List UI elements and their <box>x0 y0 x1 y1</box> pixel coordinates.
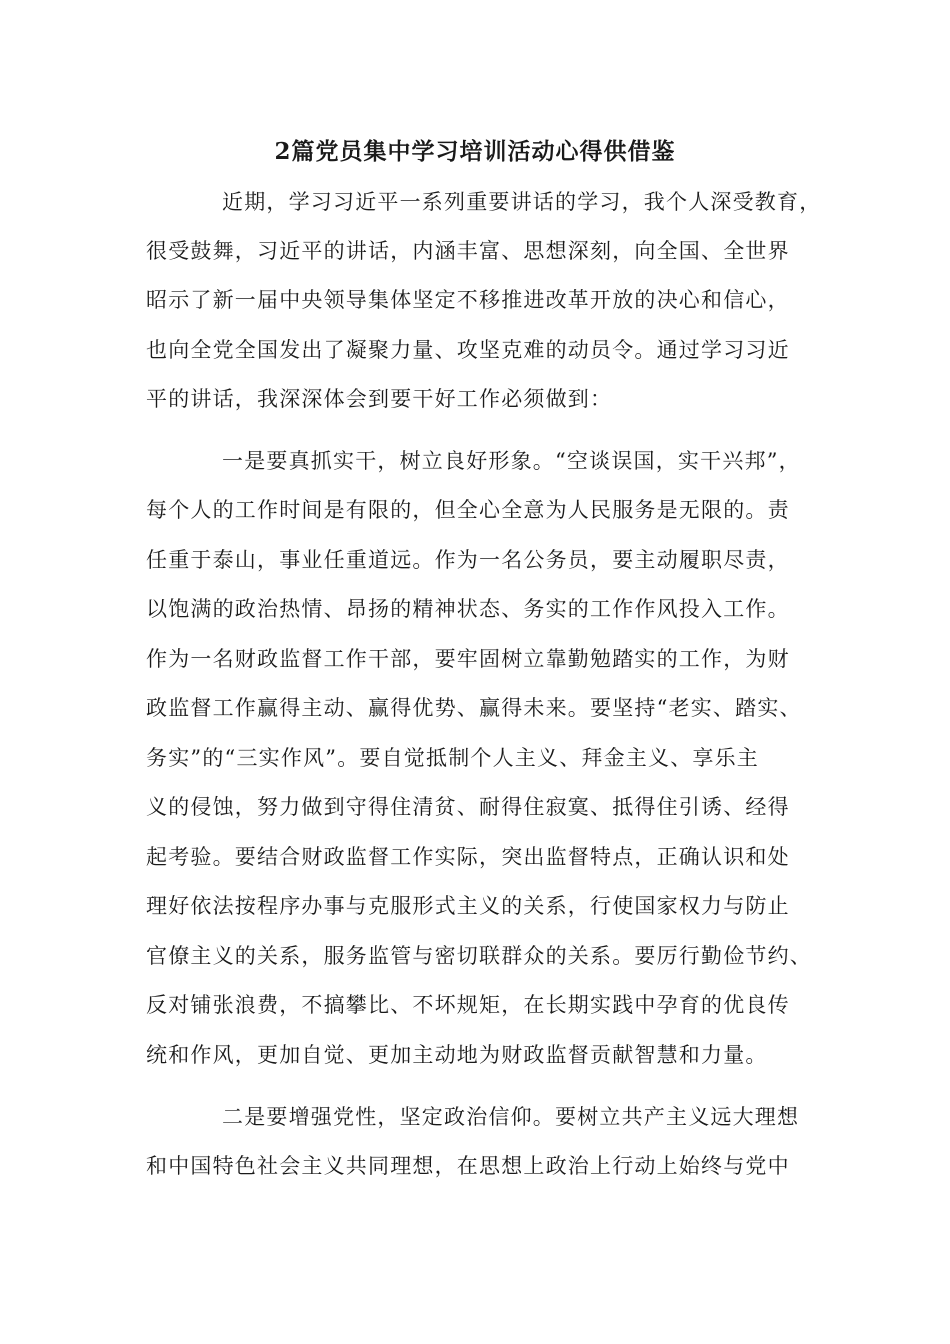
paragraph-2-line-9: 起考验。要结合财政监督工作实际，突出监督特点，正确认识和处 <box>146 845 790 869</box>
paragraph-2-line-8: 义的侵蚀，努力做到守得住清贫、耐得住寂寞、抵得住引诱、经得 <box>146 795 790 819</box>
paragraph-3-line-1: 二是要增强党性，坚定政治信仰。要树立共产主义远大理想 <box>222 1105 800 1129</box>
paragraph-1-line-5: 平的讲话，我深深体会到要干好工作必须做到： <box>146 387 613 411</box>
paragraph-2-line-3: 任重于泰山，事业任重道远。作为一名公务员，要主动履职尽责， <box>146 548 790 572</box>
paragraph-2-line-13: 统和作风，更加自觉、更加主动地为财政监督贡献智慧和力量。 <box>146 1043 768 1067</box>
paragraph-1-line-2: 很受鼓舞，习近平的讲话，内涵丰富、思想深刻，向全国、全世界 <box>146 239 790 263</box>
paragraph-2-line-4: 以饱满的政治热情、昂扬的精神状态、务实的工作作风投入工作。 <box>146 597 790 621</box>
paragraph-2-line-11: 官僚主义的关系，服务监管与密切联群众的关系。要厉行勤俭节约、 <box>146 944 812 968</box>
paragraph-2-line-2: 每个人的工作时间是有限的，但全心全意为人民服务是无限的。责 <box>146 498 790 522</box>
paragraph-2-line-10: 理好依法按程序办事与克服形式主义的关系，行使国家权力与防止 <box>146 894 790 918</box>
paragraph-1-line-4: 也向全党全国发出了凝聚力量、攻坚克难的动员令。通过学习习近 <box>146 338 790 362</box>
paragraph-2-line-6: 政监督工作赢得主动、赢得优势、赢得未来。要坚持“老实、踏实、 <box>146 696 802 720</box>
document-title: 2篇党员集中学习培训活动心得供借鉴 <box>274 138 676 165</box>
paragraph-2-line-7: 务实”的“三实作风”。要自觉抵制个人主义、拜金主义、享乐主 <box>146 746 760 770</box>
paragraph-3-line-2: 和中国特色社会主义共同理想，在思想上政治上行动上始终与党中 <box>146 1154 790 1178</box>
paragraph-2-line-12: 反对铺张浪费，不搞攀比、不坏规矩，在长期实践中孕育的优良传 <box>146 993 790 1017</box>
paragraph-1-line-3: 昭示了新一届中央领导集体坚定不移推进改革开放的决心和信心， <box>146 288 790 312</box>
paragraph-2-line-5: 作为一名财政监督工作干部，要牢固树立靠勤勉踏实的工作，为财 <box>146 647 790 671</box>
paragraph-2-line-1: 一是要真抓实干，树立良好形象。“空谈误国，实干兴邦”， <box>222 449 801 473</box>
paragraph-1-line-1: 近期，学习习近平一系列重要讲话的学习，我个人深受教育， <box>222 190 822 214</box>
